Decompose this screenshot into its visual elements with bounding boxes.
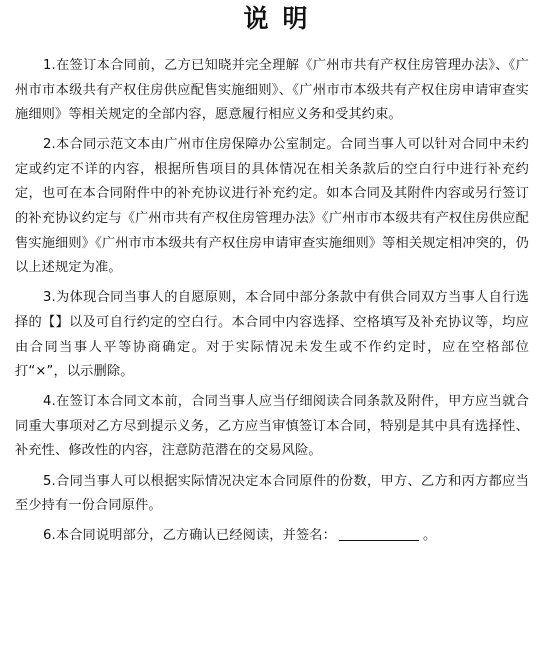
paragraph-5: 5.合同当事人可以根据实际情况决定本合同原件的份数，甲方、乙方和丙方都应当至少持有一份合同原件。 xyxy=(15,473,529,514)
document-title: 说明 xyxy=(243,4,322,33)
paragraph-3: 3.为体现合同当事人的自愿原则，本合同中部分条款中有供合同双方当事人自行选择的【】以及可自行约定的空白行。本合同中内容选择、空格填写及补充协议等，均应由合同当事人平等协商确定。对于实际情况未发生或不作约定时，应在空格部位打“×”，以示删除。 xyxy=(15,290,529,380)
signature-blank[interactable] xyxy=(339,526,419,541)
document-body xyxy=(15,54,529,554)
paragraph-1: 1.在签订本合同前，乙方已知晓并完全理解《广州市共有产权住房管理办法》、《广州市市本级共有产权住房供应配售实施细则》、《广州市市本级共有产权住房申请审查实施细则》等相关规定的全部内容，愿意履行相应义务和受其约束。 xyxy=(15,58,529,123)
paragraph-6 xyxy=(15,524,529,549)
paragraph-6-text: 6.本合同说明部分，乙方确认已经阅读，并签名： xyxy=(43,528,336,544)
paragraph-6-end-mark: 。 xyxy=(422,528,437,544)
paragraph-2: 2.本合同示范文本由广州市住房保障办公室制定。合同当事人可以针对合同中未约定或约定不详的内容，根据所售项目的具体情况在相关条款后的空白行中进行补充约定，也可在本合同附件中的补充协议进行补充约定。如本合同及其附件内容或另行签订的补充协议约定与《广州市共有产权住房管理办法》《广州市市本级共有产权住房供应配售实施细则》《广州市市本级共有产权住房申请审查实施细则》等相关规定相冲突的，仍以上述规定为准。 xyxy=(15,137,529,276)
paragraph-4: 4.在签订本合同文本前，合同当事人应当仔细阅读合同条款及附件，甲方应当就合同重大事项对乙方尽到提示义务，乙方应当审慎签订本合同，特别是其中具有选择性、补充性、修改性的内容，注意防范潜在的交易风险。 xyxy=(15,394,529,459)
